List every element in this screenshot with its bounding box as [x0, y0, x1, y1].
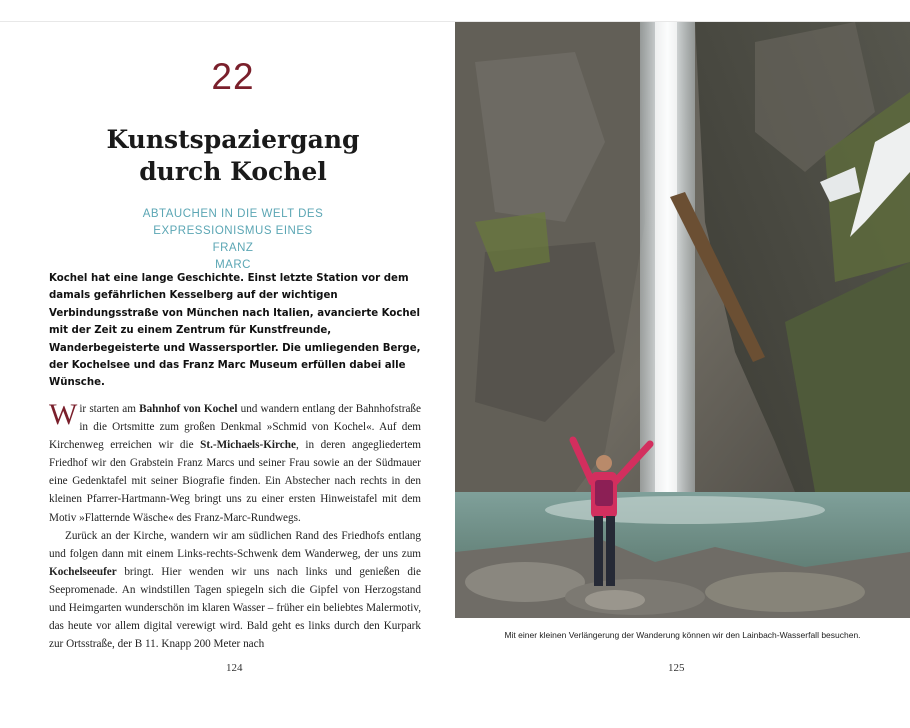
text-run: bringt. Hier wenden wir uns nach links und genießen die Seepromenade. An windstillen Tagen spiegeln sich die Gipfel von Herzogstand und Heimgarten wunderschön im klaren Wasser – früher ein beliebtes Malermotiv, das heute vor allem digital verewigt wird. Bald geht es links durch den Kurpark zur Ortsstraße, der B 11. Knapp 200 Meter nach [49, 565, 421, 651]
subtitle-line-3: MARC [215, 259, 251, 271]
chapter-title [0, 124, 466, 188]
title-line-2: durch Kochel [139, 157, 327, 186]
place-name-kirche: St.-Michaels-Kirche [200, 439, 296, 452]
text-run: ir starten am [79, 403, 140, 415]
chapter-number: 22 [211, 56, 255, 97]
body-paragraph-1 [49, 400, 421, 527]
text-run: und wandern entlang der Bahnhofstraße in die Ortsmitte zum großen Denkmal »Schmid von Kochel«. Auf dem Kirchenweg erreichen wir die [49, 403, 421, 452]
body-text [49, 400, 421, 653]
photo-caption: Mit einer kleinen Verlängerung der Wanderung können wir den Lainbach-Wasserfall besuchen. [504, 630, 861, 640]
body-paragraph-2 [49, 527, 421, 654]
place-name-seeufer: Kochelseeufer [49, 565, 117, 578]
text-run: , in deren angegliedertem Friedhof wir den Grabstein Franz Marcs und seiner Frau sowie an der Südmauer eine Gedenktafel mit seiner Biografie finden. Ein Abstecher nach rechts in den kleinen Pfarrer-Hartmann-Weg bringt uns zu einer ersten Hinweistafel mit dem Motiv »Flatternde Wäsche« des Franz-Marc-Rundwegs. [49, 439, 421, 524]
place-name-bahnhof: Bahnhof von Kochel [139, 403, 238, 415]
title-line-1: Kunstspaziergang [106, 125, 360, 154]
waterfall-photo [455, 22, 910, 618]
page-number-right: 125 [668, 662, 685, 674]
drop-cap: W [49, 398, 78, 431]
page-number-left: 124 [226, 662, 243, 674]
subtitle-line-1: ABTAUCHEN IN DIE WELT DES [142, 208, 324, 220]
intro-paragraph: Kochel hat eine lange Geschichte. Einst letzte Station vor dem damals gefährlichen Kesselberg auf der wichtigen Verbindungsstraße von München nach Italien, avancierte Kochel mit der Zeit zu einem Zentrum für Kunstfreunde, Wanderbegeisterte und Wassersportler. Die umliegenden Berge, der Kochelsee und das Franz Marc Museum erfüllen dabei alle Wünsche. [49, 273, 421, 389]
text-run: Zurück an der Kirche, wandern wir am südlichen Rand des Friedhofs entlang und folgen dann mit einem Links-rechts-Schwenk dem Wanderweg, der uns zum [49, 529, 421, 560]
subtitle-line-2: EXPRESSIONISMUS EINES FRANZ [153, 225, 313, 254]
chapter-subtitle [138, 206, 328, 274]
